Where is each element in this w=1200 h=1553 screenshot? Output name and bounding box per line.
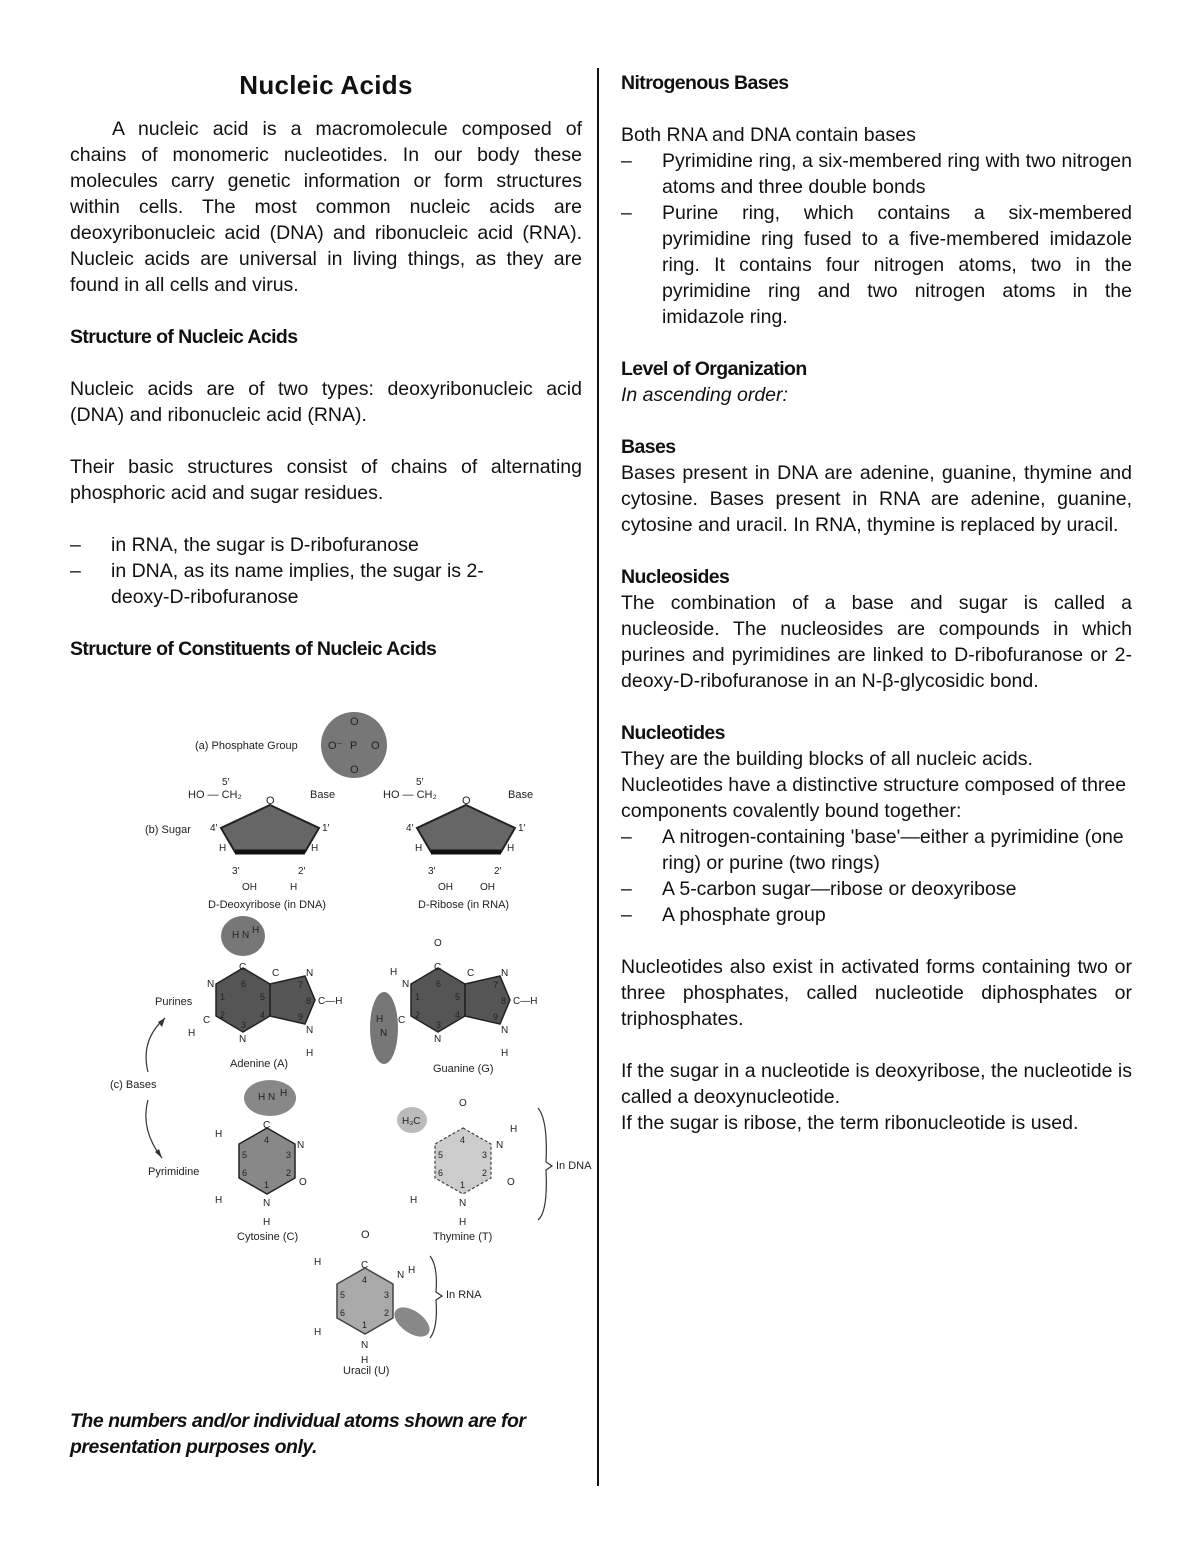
- svg-text:H: H: [376, 1014, 384, 1025]
- svg-text:C: C: [467, 968, 475, 979]
- svg-text:H: H: [232, 930, 240, 941]
- dash-marker: –: [621, 904, 632, 926]
- page-title: Nucleic Acids: [239, 70, 413, 100]
- svg-text:H: H: [215, 1129, 223, 1140]
- nucleosides-heading: Nucleosides: [621, 566, 730, 588]
- types-paragraph: Nucleic acids are of two types: deoxyribonucleic acid (DNA) and ribonucleic acid (RNA).: [70, 378, 582, 426]
- svg-text:2: 2: [220, 1010, 226, 1020]
- list-item: – A phosphate group: [621, 904, 826, 926]
- basic-structure-paragraph: Their basic structures consist of chains of alternating phosphoric acid and sugar residues.: [70, 456, 582, 504]
- svg-text:6: 6: [241, 979, 247, 989]
- svg-text:C: C: [239, 962, 247, 973]
- ribonucleotide-text: If the sugar is ribose, the term ribonucleotide is used.: [621, 1112, 1079, 1134]
- svg-text:C: C: [361, 1260, 369, 1271]
- dash-marker: –: [621, 826, 632, 848]
- svg-text:H: H: [258, 1092, 266, 1103]
- bases-intro: Both RNA and DNA contain bases: [621, 124, 916, 146]
- dash-marker: –: [621, 150, 632, 172]
- svg-text:N: N: [380, 1028, 388, 1039]
- pentagon-deoxyribose: [221, 805, 319, 852]
- svg-text:H: H: [188, 1028, 196, 1039]
- pentagon-ribose: [417, 805, 515, 852]
- phosphate-o-left: O⁻: [328, 740, 343, 752]
- svg-text:N: N: [306, 968, 314, 979]
- nucleotides-text: They are the building blocks of all nucleic acids. Nucleotides have a distinctive structure composed of three components covalently bound together:: [621, 748, 1127, 822]
- svg-text:N: N: [242, 930, 250, 941]
- presentation-note: The numbers and/or individual atoms shown are for presentation purposes only.: [70, 1410, 526, 1458]
- svg-text:C: C: [203, 1015, 211, 1026]
- svg-text:N: N: [496, 1140, 504, 1151]
- svg-text:4: 4: [460, 1135, 466, 1145]
- level-subheading: In ascending order:: [621, 384, 788, 406]
- list-item: – A 5-carbon sugar—ribose or deoxyribose: [621, 878, 1017, 900]
- svg-text:5: 5: [242, 1150, 248, 1160]
- pyrimidine-label: Pyrimidine: [148, 1166, 200, 1178]
- svg-text:N: N: [239, 1034, 247, 1045]
- svg-text:3: 3: [241, 1020, 247, 1030]
- svg-text:Base: Base: [310, 789, 336, 801]
- svg-text:H: H: [361, 1355, 369, 1366]
- guanine-label: Guanine (G): [433, 1063, 494, 1075]
- svg-text:O: O: [434, 938, 442, 949]
- svg-text:C: C: [263, 1120, 271, 1131]
- list-item: – Purine ring, which contains a six-membered pyrimidine ring fused to a five-membered imidazole ring. It contains four nitrogen atoms, two in the pyrimidine ring and two nitrogen atoms in the imidazole ring.: [621, 202, 1132, 328]
- right-column: [621, 70, 1132, 1136]
- svg-text:2: 2: [286, 1168, 292, 1178]
- svg-text:N: N: [434, 1034, 442, 1045]
- svg-text:N: N: [501, 968, 509, 979]
- list-item: – A nitrogen-containing 'base'—either a pyrimidine (one ring) or purine (two rings): [621, 826, 1124, 874]
- svg-text:O: O: [507, 1177, 515, 1188]
- phosphate-o-bottom: O: [350, 764, 359, 776]
- svg-text:4: 4: [362, 1275, 368, 1285]
- svg-text:1: 1: [264, 1180, 270, 1190]
- svg-text:N: N: [501, 1025, 509, 1036]
- svg-text:4: 4: [455, 1010, 461, 1020]
- svg-text:HO — CH₂: HO — CH₂: [188, 789, 242, 801]
- svg-text:N: N: [297, 1140, 305, 1151]
- svg-text:C: C: [434, 962, 442, 973]
- ring-list: [621, 148, 1132, 330]
- svg-text:5: 5: [455, 992, 461, 1002]
- uracil-label: Uracil (U): [343, 1365, 390, 1377]
- svg-text:3: 3: [384, 1290, 390, 1300]
- nucleosides-text: The combination of a base and sugar is called a nucleoside. The nucleosides are compounds in which purines and pyrimidines are linked to D-ribofuranose or 2-deoxy-D-ribofuranose in an N-β-glycosidic bond.: [621, 592, 1132, 692]
- phosphate-o-top: O: [350, 716, 359, 728]
- svg-text:N: N: [402, 979, 410, 990]
- svg-text:H: H: [219, 843, 227, 854]
- bases-text: Bases present in DNA are adenine, guanine, thymine and cytosine. Bases present in RNA are adenine, guanine, cytosine and uracil. In RNA, thymine is replaced by uracil.: [621, 462, 1132, 536]
- nucleic-acid-constituents-figure: [100, 700, 600, 1390]
- nucleotide-components-list: [621, 824, 1132, 928]
- svg-text:3′: 3′: [428, 866, 436, 877]
- in-dna-label: In DNA: [556, 1160, 592, 1172]
- thymine-label: Thymine (T): [433, 1231, 493, 1243]
- svg-text:5′: 5′: [222, 777, 230, 788]
- deoxyribose-structure: [188, 777, 335, 911]
- dash-marker: –: [621, 202, 632, 224]
- purines-label: Purines: [155, 996, 193, 1008]
- list-item: – Pyrimidine ring, a six-membered ring with two nitrogen atoms and three double bonds: [621, 150, 1132, 198]
- svg-text:4: 4: [264, 1135, 270, 1145]
- svg-text:N: N: [361, 1340, 369, 1351]
- svg-text:H: H: [415, 843, 423, 854]
- svg-text:2: 2: [482, 1168, 488, 1178]
- svg-text:O: O: [361, 1229, 370, 1241]
- svg-text:C—H: C—H: [318, 996, 343, 1007]
- svg-text:6: 6: [438, 1168, 444, 1178]
- svg-text:N: N: [207, 979, 215, 990]
- svg-text:N: N: [459, 1198, 467, 1209]
- svg-text:8: 8: [501, 996, 507, 1006]
- svg-text:H: H: [311, 843, 319, 854]
- svg-text:H: H: [459, 1217, 467, 1228]
- bases-subheading: Bases: [621, 436, 676, 458]
- svg-text:2′: 2′: [298, 866, 306, 877]
- svg-text:H: H: [314, 1257, 322, 1268]
- svg-text:O: O: [299, 1177, 307, 1188]
- list-item: – in RNA, the sugar is D-ribofuranose: [70, 534, 419, 556]
- svg-text:9: 9: [298, 1012, 304, 1022]
- svg-text:H: H: [410, 1195, 418, 1206]
- svg-text:1: 1: [362, 1320, 368, 1330]
- bases-label: (c) Bases: [110, 1079, 157, 1091]
- svg-text:C: C: [398, 1015, 406, 1026]
- svg-text:N: N: [397, 1270, 405, 1281]
- svg-text:N: N: [268, 1092, 276, 1103]
- svg-text:H: H: [390, 967, 398, 978]
- svg-text:H: H: [408, 1265, 416, 1276]
- svg-text:1′: 1′: [518, 823, 526, 834]
- guanine-structure: [370, 938, 537, 1075]
- phosphate-p: P: [350, 740, 358, 752]
- svg-text:N: N: [263, 1198, 271, 1209]
- svg-text:H: H: [507, 843, 515, 854]
- cytosine-structure: [215, 1080, 307, 1243]
- svg-text:8: 8: [306, 996, 312, 1006]
- in-rna-label: In RNA: [446, 1289, 482, 1301]
- svg-text:OH: OH: [438, 882, 453, 893]
- adenine-label: Adenine (A): [230, 1058, 289, 1070]
- svg-text:3: 3: [482, 1150, 488, 1160]
- svg-text:3′: 3′: [232, 866, 240, 877]
- constituents-heading: Structure of Constituents of Nucleic Acids: [70, 638, 437, 660]
- svg-text:H: H: [252, 925, 260, 936]
- phosphate-o-right: O: [371, 740, 380, 752]
- svg-text:OH: OH: [480, 882, 495, 893]
- svg-text:H: H: [215, 1195, 223, 1206]
- level-heading: Level of Organization: [621, 358, 807, 380]
- svg-text:Base: Base: [508, 789, 534, 801]
- svg-text:H: H: [510, 1124, 518, 1135]
- svg-text:5: 5: [438, 1150, 444, 1160]
- svg-text:4′: 4′: [210, 823, 218, 834]
- svg-text:3: 3: [436, 1020, 442, 1030]
- svg-text:5: 5: [340, 1290, 346, 1300]
- ribose-structure: [383, 777, 533, 911]
- activated-forms-text: Nucleotides also exist in activated forms containing two or three phosphates, called nucleotide diphosphates or triphosphates.: [621, 956, 1132, 1030]
- svg-text:3: 3: [286, 1150, 292, 1160]
- svg-text:C: C: [272, 968, 280, 979]
- thymine-structure: [397, 1098, 517, 1243]
- left-column: [70, 70, 582, 662]
- svg-text:H: H: [290, 882, 298, 893]
- svg-text:H: H: [501, 1048, 509, 1059]
- svg-text:7: 7: [298, 980, 304, 990]
- svg-text:H: H: [314, 1327, 322, 1338]
- svg-text:H: H: [263, 1217, 271, 1228]
- svg-text:H₃C: H₃C: [402, 1116, 421, 1127]
- deoxyribose-label: D-Deoxyribose (in DNA): [208, 899, 326, 911]
- nucleotides-heading: Nucleotides: [621, 722, 725, 744]
- svg-text:9: 9: [493, 1012, 499, 1022]
- svg-text:7: 7: [493, 980, 499, 990]
- svg-text:6: 6: [242, 1168, 248, 1178]
- cytosine-label: Cytosine (C): [237, 1231, 299, 1243]
- svg-text:6: 6: [340, 1308, 346, 1318]
- svg-text:O: O: [462, 795, 471, 807]
- svg-text:1′: 1′: [322, 823, 330, 834]
- svg-text:O: O: [459, 1098, 467, 1109]
- list-item: – in DNA, as its name implies, the sugar is 2-deoxy-D-ribofuranose: [70, 560, 484, 608]
- svg-text:4′: 4′: [406, 823, 414, 834]
- svg-text:HO — CH₂: HO — CH₂: [383, 789, 437, 801]
- sugar-label: (b) Sugar: [145, 824, 191, 836]
- svg-text:5′: 5′: [416, 777, 424, 788]
- dash-marker: –: [70, 560, 81, 582]
- structure-heading: Structure of Nucleic Acids: [70, 326, 298, 348]
- sugar-list: [70, 532, 582, 610]
- dash-marker: –: [621, 878, 632, 900]
- deoxynucleotide-text: If the sugar in a nucleotide is deoxyribose, the nucleotide is called a deoxynucleotide.: [621, 1060, 1132, 1108]
- phosphate-label: (a) Phosphate Group: [195, 740, 298, 752]
- svg-text:C—H: C—H: [513, 996, 538, 1007]
- adenine-structure: [188, 916, 342, 1070]
- svg-text:4: 4: [260, 1010, 266, 1020]
- dash-marker: –: [70, 534, 81, 556]
- svg-text:1: 1: [220, 992, 226, 1002]
- svg-text:5: 5: [260, 992, 266, 1002]
- svg-text:N: N: [306, 1025, 314, 1036]
- svg-text:2: 2: [415, 1010, 421, 1020]
- svg-text:2′: 2′: [494, 866, 502, 877]
- svg-text:H: H: [280, 1088, 288, 1099]
- svg-text:OH: OH: [242, 882, 257, 893]
- uracil-structure: [314, 1229, 435, 1377]
- svg-text:H: H: [306, 1048, 314, 1059]
- svg-text:2: 2: [384, 1308, 390, 1318]
- ribose-label: D-Ribose (in RNA): [418, 899, 510, 911]
- nitrogenous-bases-heading: Nitrogenous Bases: [621, 72, 789, 94]
- svg-text:6: 6: [436, 979, 442, 989]
- svg-text:1: 1: [415, 992, 421, 1002]
- svg-text:1: 1: [460, 1180, 466, 1190]
- intro-paragraph: A nucleic acid is a macromolecule composed of chains of monomeric nucleotides. In our body these molecules carry genetic information or form structures within cells. The most common nucleic acids are deoxyribonucleic acid (DNA) and ribonucleic acid (RNA). Nucleic acids are universal in living things, as they are found in all cells and virus.: [70, 118, 582, 296]
- svg-text:O: O: [266, 795, 275, 807]
